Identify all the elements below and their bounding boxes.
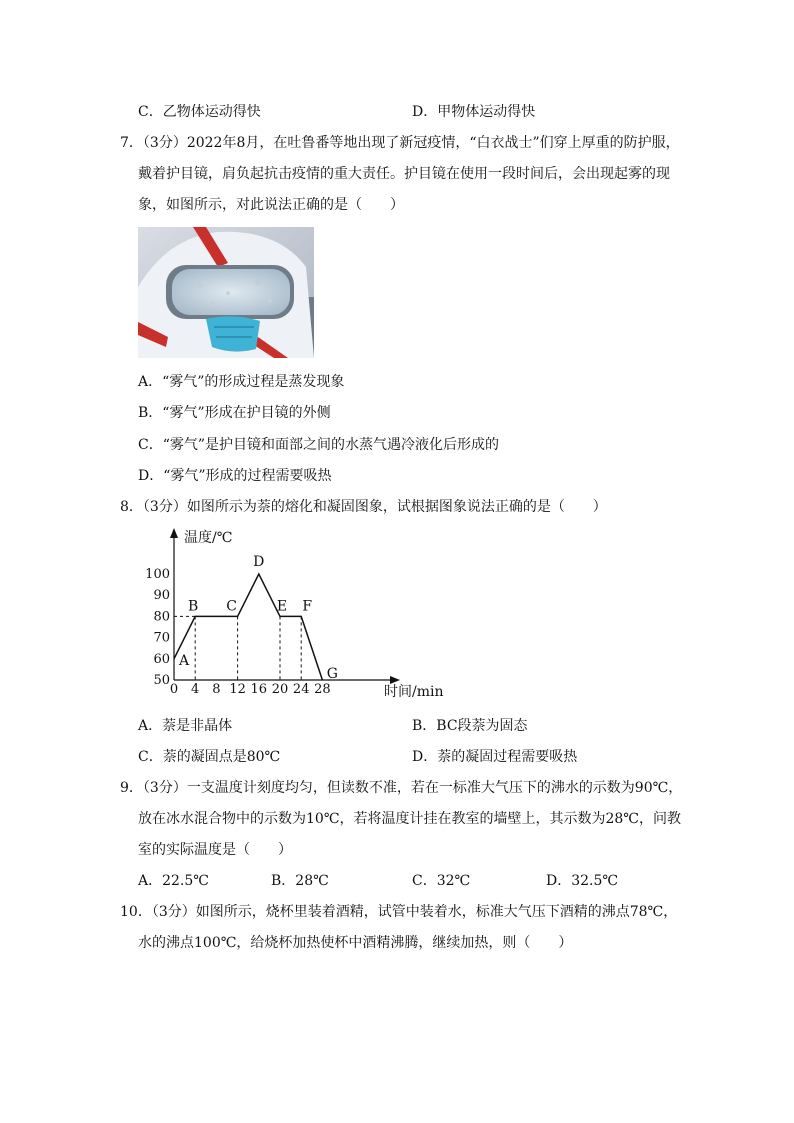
x-tick-label: 8: [212, 682, 221, 697]
q7-option-b: B．“雾气”形成在护目镜的外侧: [138, 405, 331, 421]
point-label-d: D: [253, 554, 265, 570]
q7-stem-line-2: 戴着护目镜，肩负起抗击疫情的重大责任。护目镜在使用一段时间后，会出现起雾的现: [138, 166, 670, 182]
y-axis-label: 温度/℃: [184, 530, 233, 546]
melting-solidification-chart: [140, 522, 460, 704]
y-tick-label: 80: [153, 609, 170, 625]
point-label-e: E: [276, 598, 288, 615]
q7-stem-line-1: 7．（3分）2022年8月，在吐鲁番等地出现了新冠疫情，“白衣战士”们穿上厚重的防护服，: [120, 135, 680, 151]
y-tick-label: 100: [145, 567, 170, 582]
x-tick-label: 16: [250, 682, 268, 697]
x-tick-label: 20: [271, 682, 289, 697]
q9-option-d: D．32.5℃: [546, 873, 619, 889]
q10-stem-line-2: 水的沸点100℃，给烧杯加热使杯中酒精沸腾，继续加热，则（ ）: [138, 935, 573, 951]
goggles-photo: [138, 227, 314, 358]
q9-option-c: C．32℃: [412, 873, 471, 889]
q10-stem-line-1: 10．（3分）如图所示，烧杯里装着酒精，试管中装着水，标准大气压下酒精的沸点78℃，: [120, 904, 678, 920]
q7-stem-line-3: 象，如图所示，对此说法正确的是（ ）: [138, 197, 404, 213]
fogged-goggles-image: [138, 227, 314, 358]
x-tick-label: 24: [292, 682, 310, 697]
x-axis-arrow: [390, 676, 400, 684]
series-line: [174, 574, 322, 680]
q9-stem-line-1: 9．（3分）一支温度计刻度均匀，但读数不准，若在一标准大气压下的沸水的示数为90℃，: [120, 780, 683, 796]
q7-option-d: D．“雾气”形成的过程需要吸热: [138, 468, 332, 484]
point-label-a: A: [178, 652, 190, 669]
q8-option-b: B．BC段萘为固态: [412, 718, 528, 734]
q7-option-a: A．“雾气”的形成过程是蒸发现象: [138, 374, 345, 390]
q7-option-c: C．“雾气”是护目镜和面部之间的水蒸气遇冷液化后形成的: [138, 437, 500, 453]
q8-option-d: D．萘的凝固过程需要吸热: [412, 749, 578, 765]
q8-option-a: A．萘是非晶体: [138, 718, 233, 734]
y-tick-label: 70: [153, 630, 170, 646]
x-tick-label: 4: [191, 682, 200, 697]
q9-option-a: A．22.5℃: [138, 873, 209, 889]
x-axis-label: 时间/min: [384, 684, 444, 700]
point-label-c: C: [226, 598, 237, 615]
y-tick-label: 90: [153, 588, 170, 604]
q9-option-b: B．28℃: [271, 873, 329, 889]
x-tick-label: 0: [169, 682, 179, 697]
point-label-f: F: [302, 598, 313, 615]
x-tick-label: 28: [314, 682, 331, 697]
q9-stem-line-2: 放在冰水混合物中的示数为10℃，若将温度计挂在教室的墙壁上，其示数为28℃，问教: [138, 811, 681, 827]
y-axis-arrow: [170, 528, 178, 538]
point-label-g: G: [326, 666, 338, 682]
q9-stem-line-3: 室的实际温度是（ ）: [138, 842, 292, 858]
q8-stem-line-1: 8．（3分）如图所示为萘的熔化和凝固图象，试根据图象说法正确的是（ ）: [120, 499, 607, 515]
q6-option-c: C．乙物体运动得快: [138, 104, 261, 120]
x-tick-label: 12: [229, 682, 246, 697]
point-label-b: B: [188, 598, 199, 615]
q8-option-c: C．萘的凝固点是80℃: [138, 749, 281, 765]
y-tick-label: 60: [153, 651, 170, 667]
q6-option-d: D．甲物体运动得快: [412, 104, 536, 120]
y-tick-label: 50: [153, 673, 170, 688]
